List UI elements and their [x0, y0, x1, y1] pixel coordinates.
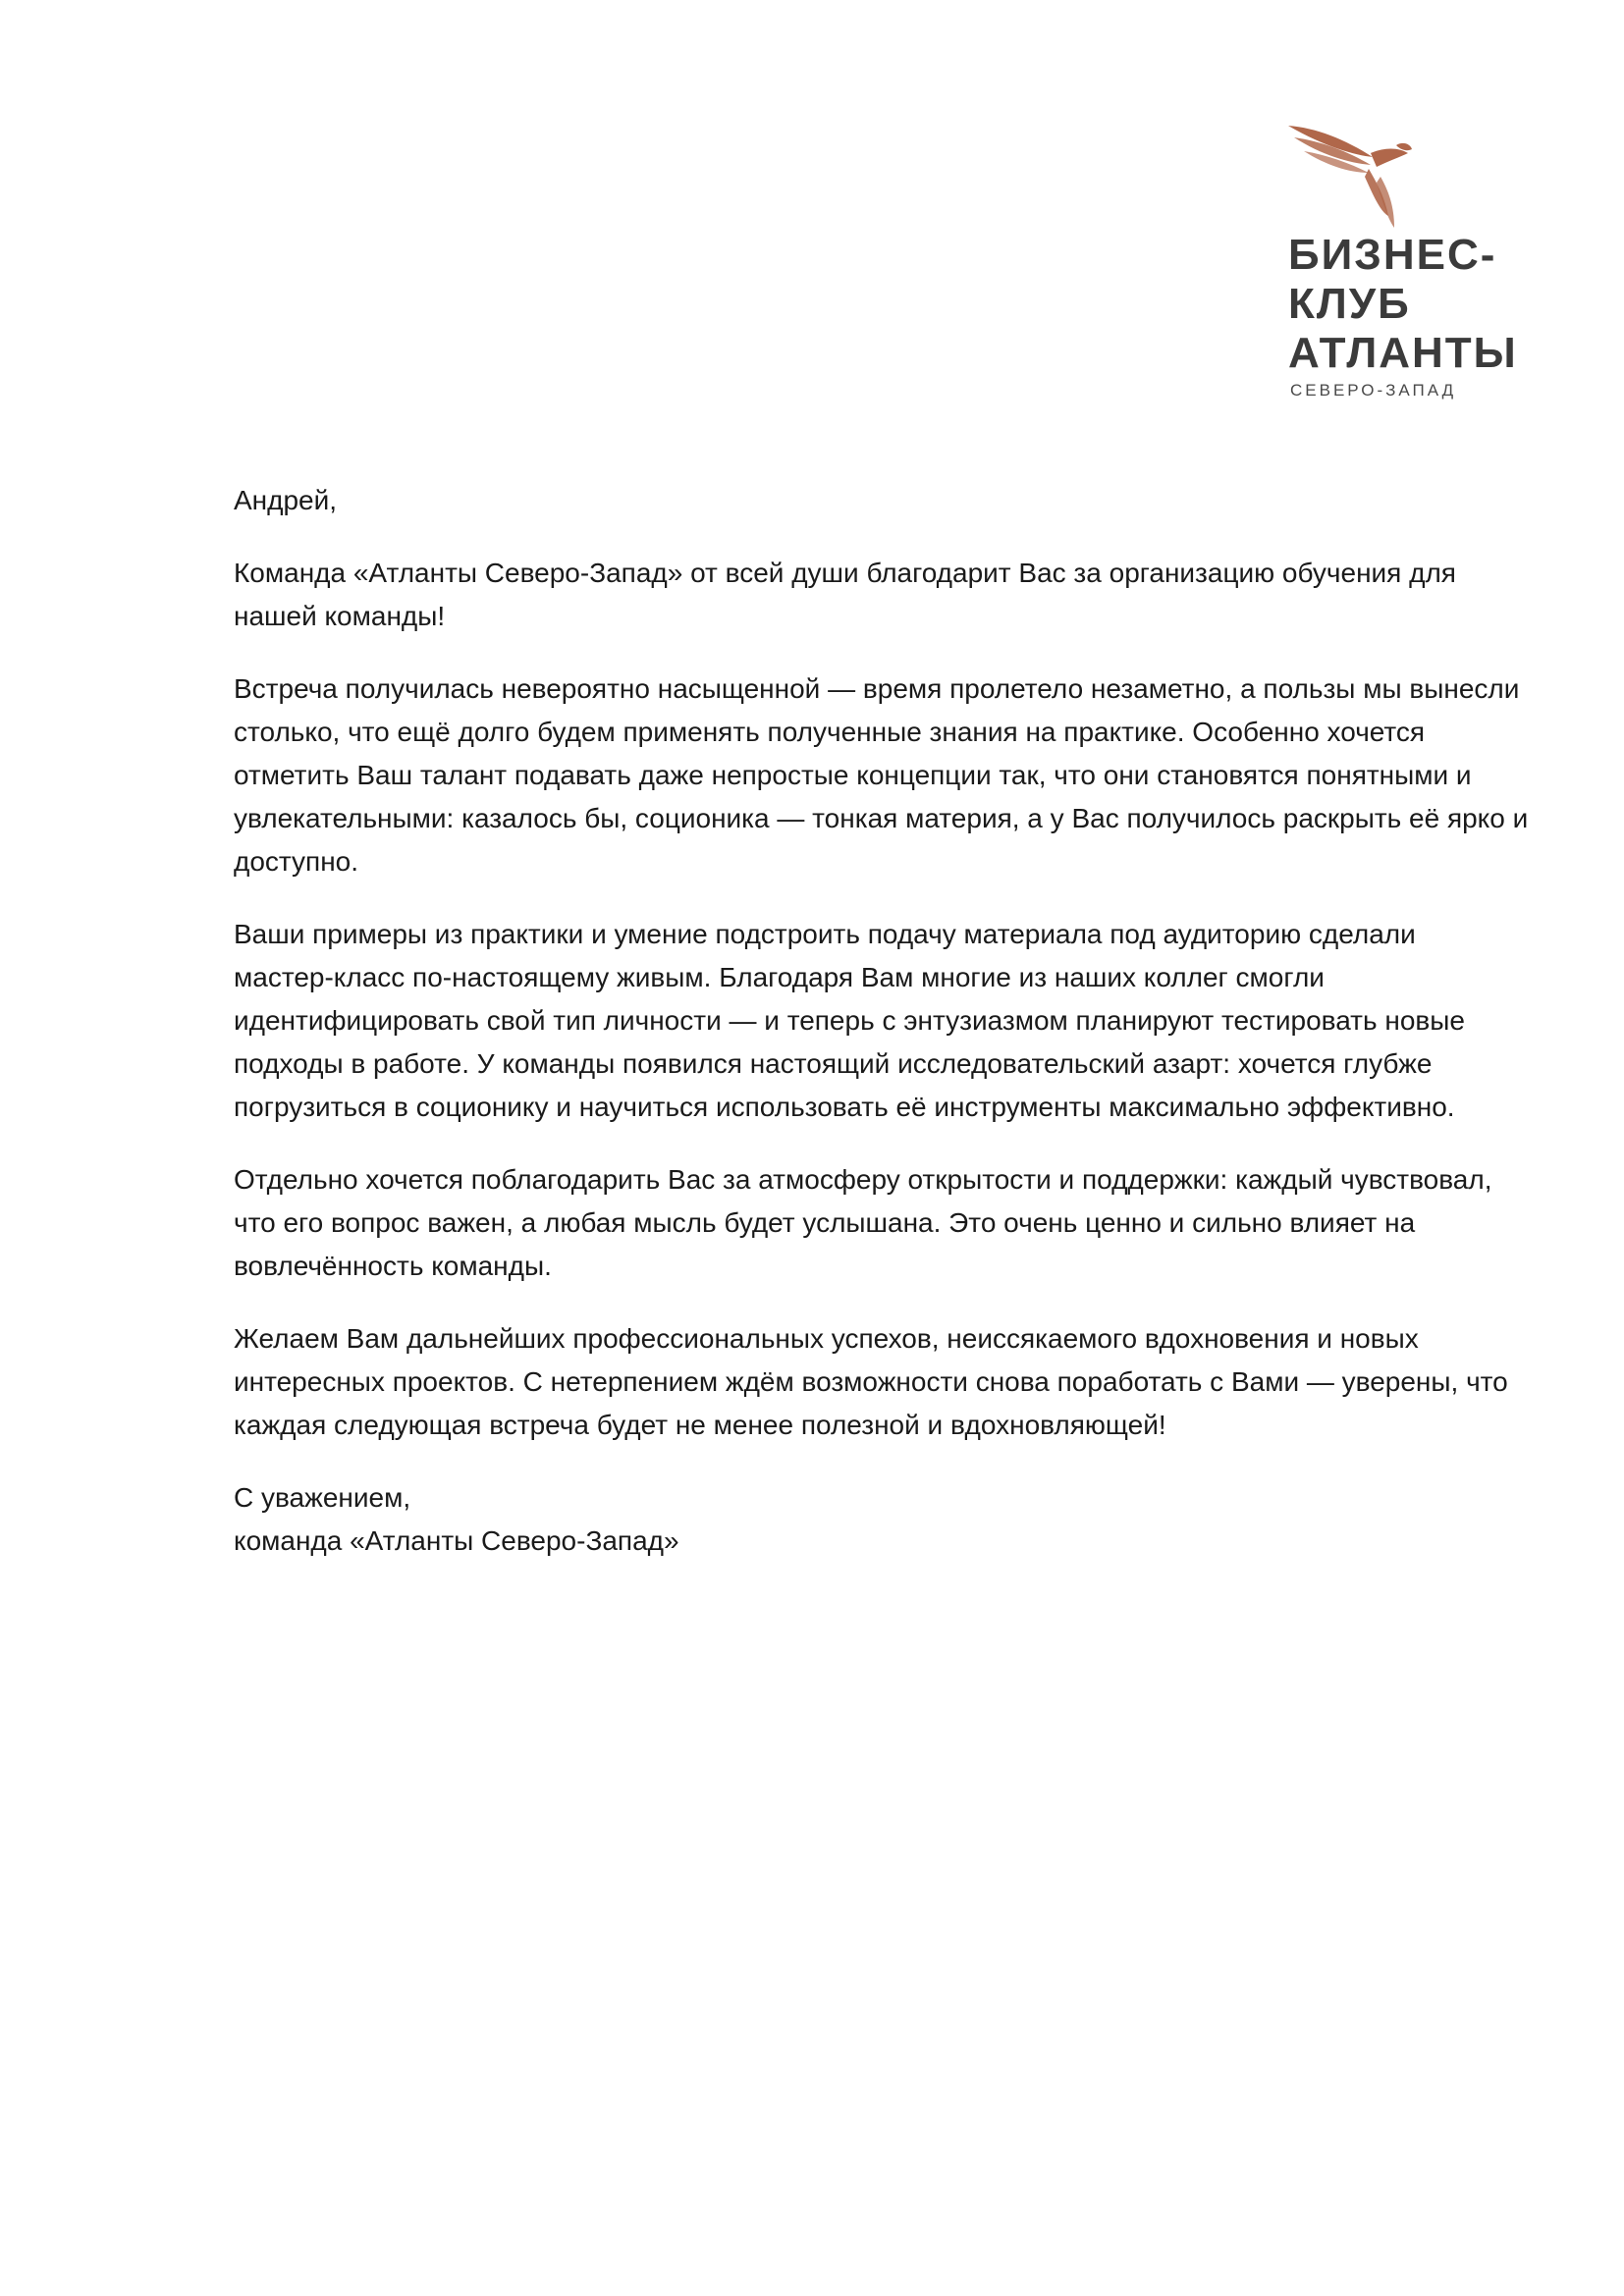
- logo-text-line-3: АТЛАНТЫ: [1288, 329, 1518, 377]
- logo-subtitle: СЕВЕРО-ЗАПАД: [1290, 381, 1457, 400]
- logo-text-line-2: КЛУБ: [1288, 280, 1411, 328]
- signature-block: [234, 1476, 1540, 1563]
- closing: С уважением,: [234, 1482, 411, 1513]
- paragraph-4: Отдельно хочется поблагодарить Вас за атмосферу открытости и поддержки: каждый чувствовал, что его вопрос важен, а любая мысль будет услышана. Это очень ценно и сильно влияет на вовлечённость команды.: [234, 1164, 1492, 1281]
- club-logo: [1272, 116, 1538, 400]
- logo-text-line-1: БИЗНЕС-: [1288, 231, 1497, 279]
- signature: команда «Атланты Северо‑Запад»: [234, 1525, 679, 1556]
- letter-body: [234, 479, 1540, 1563]
- greeting: Андрей,: [234, 485, 338, 515]
- paragraph-1: Команда «Атланты Северо‑Запад» от всей души благодарит Вас за организацию обучения для нашей команды!: [234, 558, 1456, 631]
- paragraph-2: Встреча получилась невероятно насыщенной — время пролетело незаметно, а пользы мы вынесли столько, что ещё долго будем применять полученные знания на практике. Особенно хочется отметить Ваш талант подавать даже непростые концепции так, что они становятся понятными и увлекательными: казалось бы, соционика — тонкая материя, а у Вас получилось раскрыть её ярко и доступно.: [234, 673, 1529, 877]
- winged-atlas-icon: [1286, 118, 1434, 236]
- paragraph-5: Желаем Вам дальнейших профессиональных успехов, неиссякаемого вдохновения и новых интересных проектов. С нетерпением ждём возможности снова поработать с Вами — уверены, что каждая следующая встреча будет не менее полезной и вдохновляющей!: [234, 1323, 1508, 1440]
- paragraph-3: Ваши примеры из практики и умение подстроить подачу материала под аудиторию сделали мастер‑класс по‑настоящему живым. Благодаря Вам многие из наших коллег смогли идентифицировать свой тип личности — и теперь с энтузиазмом планируют тестировать новые подходы в работе. У команды появился настоящий исследовательский азарт: хочется глубже погрузиться в соционику и научиться использовать её инструменты максимально эффективно.: [234, 919, 1465, 1122]
